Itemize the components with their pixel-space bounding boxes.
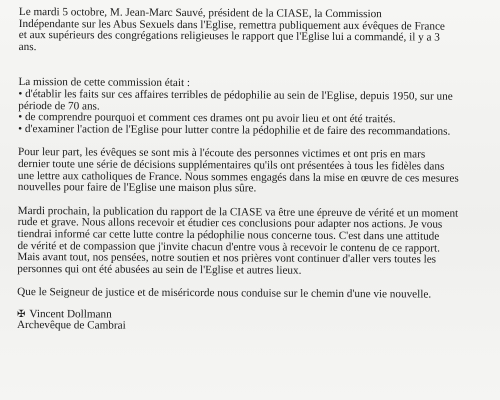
closing-line: Que le Seigneur de justice et de miséricorde nous conduise sur le chemin d'une vie nouvelle. [17,286,432,301]
signature-block [17,309,487,335]
bishops-paragraph [18,147,488,196]
publication-line: tiendrai informé car cette lutte contre la pédophilie nous concerne tous. C'est dans une attitude [17,227,440,243]
publication-line: de vérité et de compassion que j'invite chacun d'entre vous à recevoir le contenu de ce rapport. [17,239,440,255]
mission-item: • de comprendre pourquoi et comment ces drames ont pu avoir lieu et ont été traités. [18,111,396,126]
bishops-line: nouvelles pour faire de l'Eglise une maison plus sûre. [17,181,257,195]
bishops-line: Pour leur part, les évêques se sont mis à l'écoute des personnes victimes et ont pris en mars [18,146,426,161]
mission-item: • d'établir les faits sur ces affaires terribles de pédophilie au sein de l'Eglise, depuis 1950, sur une [18,87,453,103]
publication-line: Mais avant tout, nos pensées, notre soutien et nos prières vont continuer d'aller vers toutes les [17,251,437,266]
cross-icon: ✠ [17,308,26,320]
mission-heading: La mission de cette commission était : [18,76,191,90]
closing-paragraph [17,287,487,301]
mission-item: • d'examiner l'action de l'Eglise pour lutter contre la pédophilie et de faire des recommandations. [18,122,451,138]
mission-paragraph [18,77,488,138]
intro-line: et aux supérieurs des congrégations religieuses le rapport que l'Eglise lui a commandé, il y a 3 [18,29,440,44]
signatory-name: Vincent Dollmann [29,307,112,321]
mission-item: période de 70 ans. [18,99,100,113]
intro-line: Indépendante sur les Abus Sexuels dans l'Eglise, remettra publiquement aux évêques de France [18,17,445,33]
publication-paragraph [17,206,487,278]
intro-line: ans. [18,40,37,53]
publication-line: personnes qui ont été abusées au sein de l'Eglise et autres lieux. [17,262,302,277]
bishops-line: une lettre aux catholiques de France. Nous sommes engagés dans la mise en œuvre de ces mesures [17,169,459,185]
publication-line: rude et grave. Nous allons recevoir et étudier ces conclusions pour adapter nos actions. Je vous [17,216,443,231]
publication-line: Mardi prochain, la publication du rapport de la CIASE va être une épreuve de vérité et un moment [17,204,459,220]
letter-body [17,0,489,335]
intro-line: Le mardi 5 octobre, M. Jean-Marc Sauvé, président de la CIASE, la Commission [18,5,382,21]
signatory-title: Archevêque de Cambrai [16,319,126,333]
bishops-line: dernier toute une série de décisions supplémentaires qu'ils ont présentées à tous les fidèles dans [17,157,445,173]
